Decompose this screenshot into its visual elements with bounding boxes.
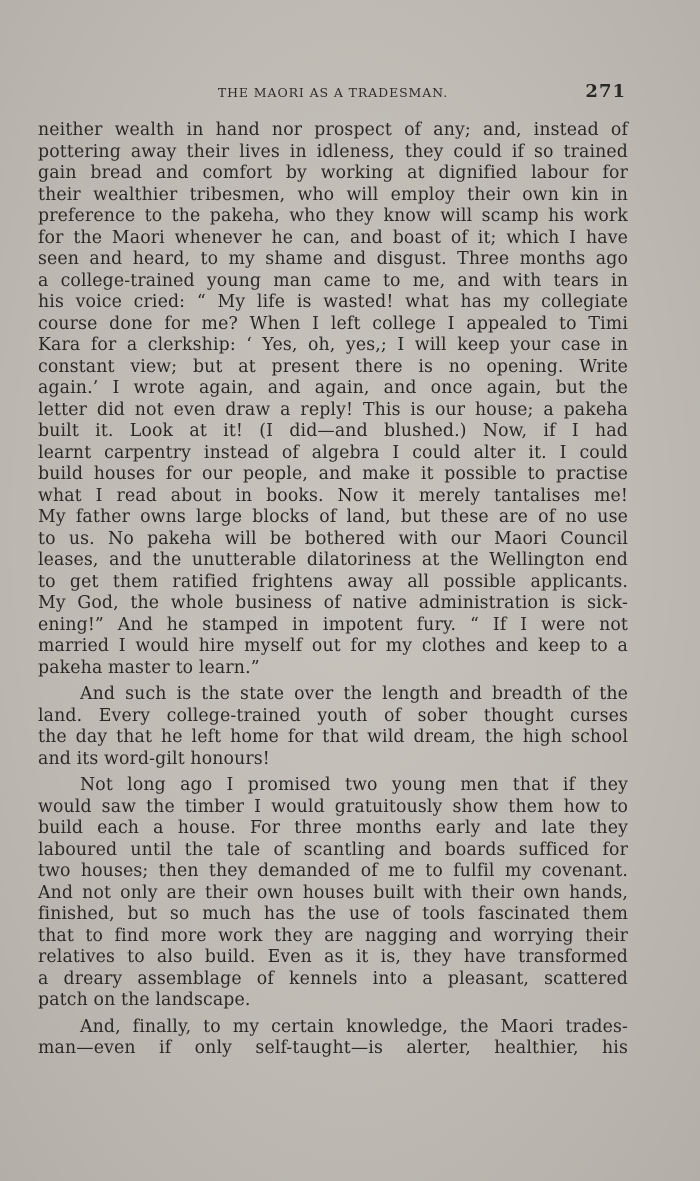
text-line: seen and heard, to my shame and disgust. Three months ago xyxy=(38,249,628,269)
text-line: that to find more work they are nagging and worrying their xyxy=(38,925,628,946)
text-line: for the Maori whenever he can, and boast of it; which I have xyxy=(38,227,628,248)
paragraph xyxy=(38,1017,628,1060)
paragraph xyxy=(38,120,628,679)
text-line: And not only are their own houses built with their own hands, xyxy=(38,882,628,903)
text-line: pakeha master to learn.” xyxy=(38,657,260,678)
text-line: neither wealth in hand nor prospect of any; and, instead of xyxy=(38,120,628,140)
text-line: letter did not even draw a reply! This is our house; a pakeha xyxy=(38,399,628,420)
text-line: to us. No pakeha will be bothered with our Maori Council xyxy=(38,528,628,549)
text-line: would saw the timber I would gratuitously show them how to xyxy=(38,796,628,817)
text-line: relatives to also build. Even as it is, they have transformed xyxy=(38,947,628,967)
text-line: two houses; then they demanded of me to fulfil my covenant. xyxy=(38,861,628,881)
text-line: My God, the whole business of native administration is sick- xyxy=(38,593,628,613)
text-line: ening!” And he stamped in impotent fury. “ If I were not xyxy=(38,614,628,635)
running-head xyxy=(38,82,628,104)
text-line: the day that he left home for that wild dream, the high school xyxy=(38,727,628,747)
text-line: to get them ratified frightens away all possible applicants. xyxy=(38,571,628,592)
text-line: preference to the pakeha, who they know will scamp his work xyxy=(38,206,628,226)
page-number: 271 xyxy=(585,81,626,102)
text-line: gain bread and comfort by working at dignified labour for xyxy=(38,163,628,183)
text-line: constant view; but at present there is no opening. Write xyxy=(38,356,628,377)
text-line: again.’ I wrote again, and again, and once again, but the xyxy=(38,378,628,398)
text-line: My father owns large blocks of land, but these are of no use xyxy=(38,507,628,527)
text-line: build each a house. For three months early and late they xyxy=(38,818,628,838)
text-line: their wealthier tribesmen, who will employ their own kin in xyxy=(38,184,628,205)
text-line: Kara for a clerkship: ‘ Yes, oh, yes,; I will keep your case in xyxy=(38,335,628,355)
text-line: land. Every college-trained youth of sober thought curses xyxy=(38,705,628,726)
text-line: And such is the state over the length and breadth of the xyxy=(80,684,628,704)
text-line: what I read about in books. Now it merely tantalises me! xyxy=(38,485,628,506)
text-line: finished, but so much has the use of tools fascinated them xyxy=(38,904,628,924)
text-line: a dreary assemblage of kennels into a pleasant, scattered xyxy=(38,968,628,989)
text-line: and its word-gilt honours! xyxy=(38,748,270,769)
text-line: build houses for our people, and make it possible to practise xyxy=(38,464,628,484)
text-line: leases, and the unutterable dilatoriness at the Wellington end xyxy=(38,550,628,570)
body-text xyxy=(38,120,628,1060)
text-line: learnt carpentry instead of algebra I could alter it. I could xyxy=(38,442,628,463)
text-line: Not long ago I promised two young men that if they xyxy=(80,775,628,795)
text-line: built it. Look at it! (I did—and blushed.) Now, if I had xyxy=(38,421,628,441)
text-line: a college-trained young man came to me, and with tears in xyxy=(38,270,628,291)
text-line: pottering away their lives in idleness, they could if so trained xyxy=(38,141,628,162)
running-title: THE MAORI AS A TRADESMAN. xyxy=(217,85,449,100)
paragraph xyxy=(38,775,628,1012)
paragraph xyxy=(38,684,628,770)
text-line: patch on the landscape. xyxy=(38,990,251,1010)
text-line: And, finally, to my certain knowledge, the Maori trades- xyxy=(80,1016,628,1037)
text-line: his voice cried: “ My life is wasted! what has my collegiate xyxy=(38,292,628,312)
text-line: course done for me? When I left college I appealed to Timi xyxy=(38,313,628,334)
text-line: laboured until the tale of scantling and boards sufficed for xyxy=(38,839,628,860)
text-line: married I would hire myself out for my clothes and keep to a xyxy=(38,636,628,656)
text-line: man—even if only self-taught—is alerter, healthier, his xyxy=(38,1038,628,1058)
